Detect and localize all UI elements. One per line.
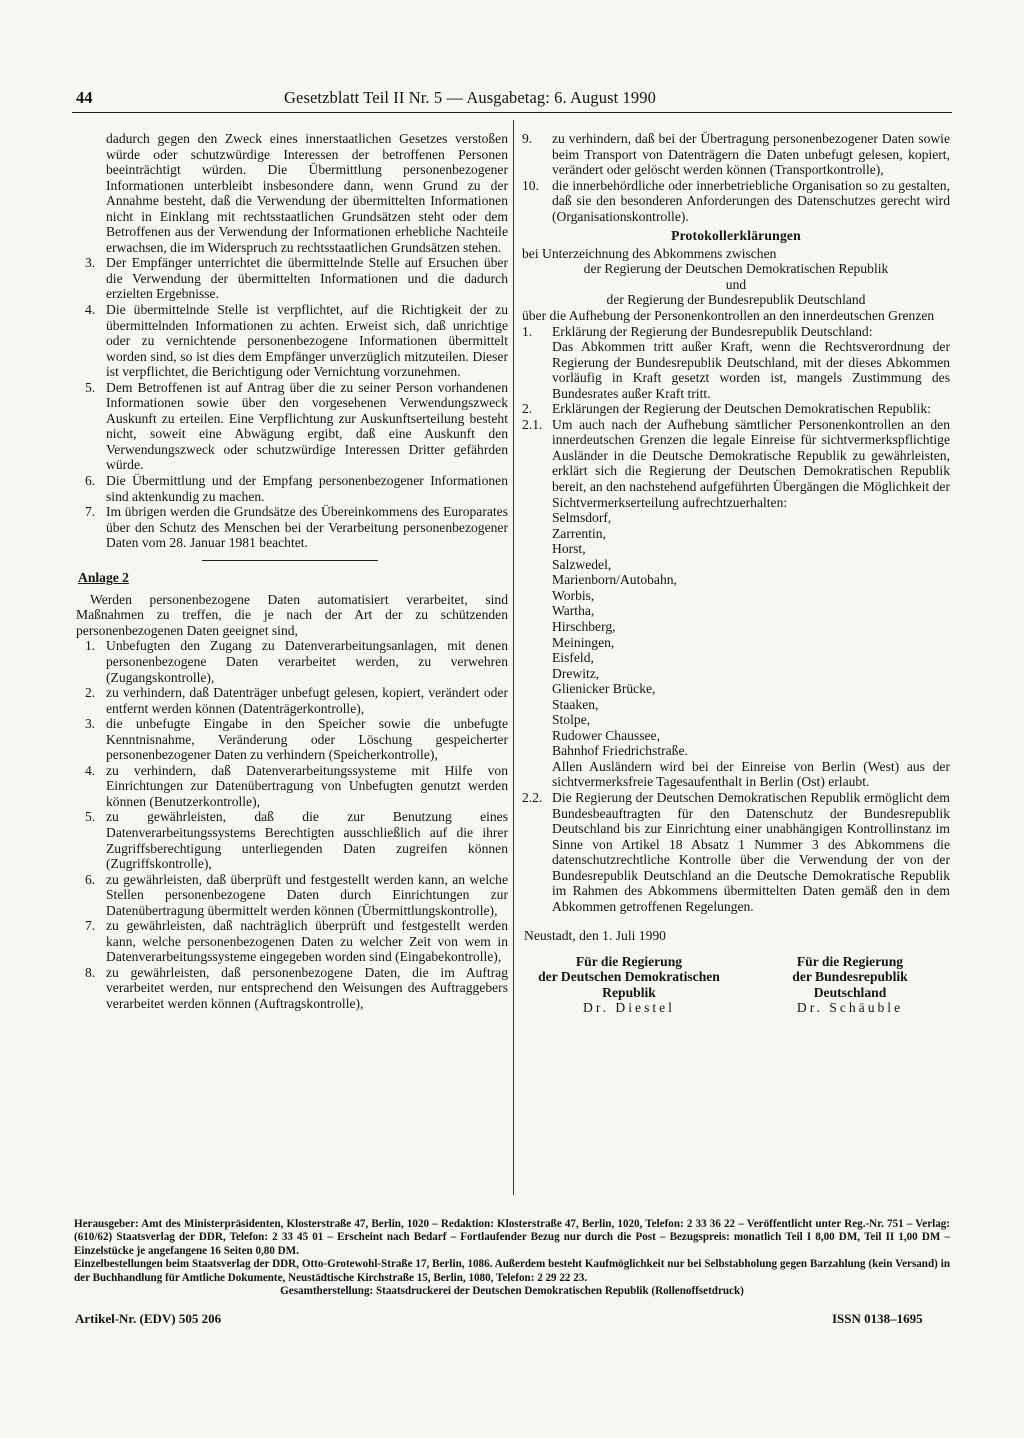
imprint-printer: Gesamtherstellung: Staatsdruckerei der Deutschen Demokratischen Republik (Rollenoffsetdruck) (280, 1285, 744, 1298)
list-item: 5. zu gewährleisten, daß die zur Benutzung eines Datenverarbeitungssystems Berechtigten ausschließlich auf die ihrer Zugriffsberechtigung unterliegenden Daten zugreifen können (Zugriffskontrolle), (85, 809, 508, 872)
list-item: Glienicker Brücke, (552, 681, 656, 697)
list-item: Salzwedel, (552, 556, 612, 572)
list-item: 6. Die Übermittlung und der Empfang personenbezogener Informationen sind aktenkundig zu machen. (85, 473, 508, 504)
declaration-frg-text: Das Abkommen tritt außer Kraft, wenn die Rechtsverordnung der Regierung der Bundesrepublik Deutschland, mit der dieses Abkommen vorläufig in Kraft gesetzt worden ist, mangels Zustimmung des Bundesrates außer Kraft tritt. (552, 339, 950, 401)
list-item: 4. zu verhindern, daß Datenverarbeitungssysteme mit Hilfe von Einrichtungen zur Datenübertragung von Unbefugten genutzt werden können (Benutzerkontrolle), (85, 762, 508, 809)
signature-block (522, 954, 950, 1018)
agreement-subject: über die Aufhebung der Personenkontrollen an den innerdeutschen Grenzen (522, 308, 935, 324)
border-crossings-list (552, 510, 950, 759)
article-number: Artikel-Nr. (EDV) 505 206 (75, 1311, 222, 1326)
list-item: Zarrentin, (552, 525, 606, 541)
list-item: Bahnhof Friedrichstraße. (552, 743, 688, 759)
declaration-frg: 1. Erklärung der Regierung der Bundesrepublik Deutschland: Das Abkommen tritt außer Kraft, wenn die Rechtsverordnung der Regierung der Bundesrepublik Deutschland, mit der dieses Abkommen vorläufig in Kraft gesetzt worden ist, mangels Zustimmung des Bundesrates außer Kraft tritt. (522, 323, 950, 401)
party-frg: der Regierung der Bundesrepublik Deutschland (606, 292, 866, 308)
gazette-title: Gesetzblatt Teil II Nr. 5 — Ausgabetag: 6. August 1990 (284, 88, 656, 107)
protokoll-heading: Protokollerklärungen (671, 228, 801, 244)
declaration-2-1-after: Allen Ausländern wird bei der Einreise von Berlin (West) aus der sichtvermerksfreie Tagesaufenthalt in Berlin (Ost) erlaubt. (552, 758, 950, 790)
list-item: Drewitz, (552, 665, 600, 681)
list-item: Marienborn/Autobahn, (552, 572, 677, 588)
list-item: 9. zu verhindern, daß bei der Übertragung personenbezogener Daten sowie beim Transport von Datenträgern die Daten unbefugt gelesen, kopiert, verändert oder gelöscht werden können (Transportkontrolle), (522, 131, 950, 178)
right-column (522, 131, 950, 1018)
anlage-intro: Werden personenbezogene Daten automatisiert verarbeitet, sind Maßnahmen zu treffen, die je nach der Art der zu schützenden personenbezogenen Daten geeignet sind, (76, 591, 508, 638)
continuation-paragraph: dadurch gegen den Zweck eines innerstaatlichen Gesetzes verstoßen würde oder schutzwürdige Interessen der betroffenen Personen beeinträchtigt würden. Die Übermittlung personenbezogener Informationen unterbleibt insbesondere dann, wenn Grund zu der Annahme besteht, daß die Verwendung der übermittelten Informationen nicht in Einklang mit rechtsstaatlichen Grundsätzen steht oder dem Betroffenen aus der Verwendung der Informationen erhebliche Nachteile erwachsen, die im Widerspruch zu rechtsstaatlichen Grundsätzen stehen. (106, 131, 508, 255)
list-item: 7. zu gewährleisten, daß nachträglich überprüft und festgestellt werden kann, welche personenbezogenen Daten zu welcher Zeit von wem in Datenverarbeitungssysteme eingegeben worden sind (Eingabekontrolle), (85, 918, 508, 965)
declaration-2-1: 2.1. Um auch nach der Aufhebung sämtlicher Personenkontrollen an den innerdeutschen Grenzen die legale Einreise für sichtvermerkspflichtige Ausländer in die Deutsche Demokratische Republik zu gewährleisten, erklärt sich die Regierung der Deutschen Demokratischen Republik bereit, an den nachstehend aufgeführten Übergängen die Möglichkeit der Sichtvermerkserteilung aufrechtzuerhalten: Selmsdorf, Zarrentin, Horst, Salzwedel, Marienborn/Autobahn, Worbis, Wartha, Hirschberg, Meiningen, Eisfeld, Drewitz, Glienicker Brücke, Staaken, Stolpe, Rudower Chaussee, Bahnhof Friedrichstraße. Allen Ausländern wird bei der Einreise von Berlin (West) aus der sichtvermerksfreie Tagesaufenthalt in Berlin (Ost) erlaubt. (522, 416, 950, 790)
list-item: 1. Unbefugten den Zugang zu Datenverarbeitungsanlagen, mit denen personenbezogene Daten verarbeitet werden, zu verwehren (Zugangskontrolle), (85, 638, 508, 685)
declaration-gdr: 2. Erklärungen der Regierung der Deutschen Demokratischen Republik: (522, 401, 931, 417)
signature-frg: Für die Regierung der Bundesrepublik Deutschland Dr. Schäuble (758, 954, 942, 1016)
list-item: 10. die innerbehördliche oder innerbetriebliche Organisation so zu gestalten, daß sie den besonderen Anforderungen des Datenschutzes gerecht wird (Organisationskontrolle). (522, 177, 950, 224)
signatory-name: Dr. Diestel (583, 1000, 675, 1016)
list-item: 7. Im übrigen werden die Grundsätze des Übereinkommens des Europarates über den Schutz des Menschen bei der Verarbeitung personenbezogener Daten vom 28. Januar 1981 beachtet. (85, 504, 508, 551)
signature-date: Neustadt, den 1. Juli 1990 (524, 928, 666, 944)
protokoll-intro: bei Unterzeichnung des Abkommens zwischen (522, 245, 777, 261)
imprint (74, 1218, 950, 1298)
left-column (76, 131, 508, 1012)
list-item: 6. zu gewährleisten, daß überprüft und festgestellt werden kann, an welche Stellen personenbezogene Daten durch Einrichtungen zur Datenübertragung übermittelt werden können (Übermittlungskontrolle), (85, 871, 508, 918)
party-and: und (725, 276, 747, 292)
list-item: Worbis, (552, 587, 595, 603)
list-item: Selmsdorf, (552, 510, 612, 526)
declaration-2-2-text: Die Regierung der Deutschen Demokratischen Republik ermöglicht dem Bundesbeauftragten für den Datenschutz der Bundesrepublik Deutschland bis zur Einrichtung einer unabhängigen Kontrollinstanz im Sinne von Artikel 18 Absatz 1 Nummer 3 des Abkommens die datenschutzrechtliche Kontrolle über die Verwendung der von der Bundesrepublik Deutschland an die Deutsche Demokratische Republik im Rahmen des Abkommens übermittelten Daten gemäß den in dem Abkommen getroffenen Regelungen. (552, 789, 950, 914)
signature-gdr: Für die Regierung der Deutschen Demokratischen Republik Dr. Diestel (522, 954, 736, 1016)
section-rule (202, 560, 378, 562)
imprint-orders: Einzelbestellungen beim Staatsverlag der DDR, Otto-Grotewohl-Straße 17, Berlin, 1086. Außerdem besteht Kaufmöglichkeit nur bei Selbstabholung gegen Barzahlung (kein Versand) in der Buchhandlung für Amtliche Dokumente, Neustädtische Kirchstraße 15, Berlin, 1080, Telefon: 2 29 22 23. (74, 1258, 950, 1284)
list-item: Hirschberg, (552, 618, 616, 634)
imprint-publisher: Herausgeber: Amt des Ministerpräsidenten, Klosterstraße 47, Berlin, 1020 – Redaktion: Klosterstraße 47, Berlin, 1020, Telefon: 2 33 36 22 – Veröffentlicht unter Reg.-Nr. 751 – Verlag: (610/62) Staatsverlag der DDR, Telefon: 2 33 45 01 – Erscheint nach Bedarf – Fortlaufender Bezug nur durch die Post – Bezugspreis: monatlich Teil I 8,00 DM, Teil II 1,00 DM – Einzelstücke je angefangene 16 Seiten 0,80 DM. (74, 1218, 950, 1257)
page-number: 44 (76, 88, 93, 107)
list-item: 4. Die übermittelnde Stelle ist verpflichtet, auf die Richtigkeit der zu übermittelnden Informationen zu achten. Erweist sich, daß unrichtige oder zu vernichtende personenbezogene Informationen übermittelt worden sind, so ist dies dem Empfänger unverzüglich mitzuteilen. Dieser ist verpflichtet, die Berichtigung oder Vernichtung vorzunehmen. (85, 302, 508, 380)
list-item: Horst, (552, 541, 586, 557)
list-item: Meiningen, (552, 634, 615, 650)
list-item: Staaken, (552, 696, 599, 712)
list-item: 3. die unbefugte Eingabe in den Speicher sowie die unbefugte Kenntnisnahme, Veränderung oder Löschung gespeicherter personenbezogener Daten zu verhindern (Speicherkontrolle), (85, 716, 508, 763)
list-item: 5. Dem Betroffenen ist auf Antrag über die zu seiner Person vorhandenen Informationen sowie über den vorgesehenen Verwendungszweck Auskunft zu erteilen. Eine Verpflichtung zur Auskunftserteilung besteht nicht, soweit eine Abwägung ergibt, daß eine Auskunft den Verwendungszweck oder schutzwürdige Interessen Dritter gefährden würde. (85, 379, 508, 473)
list-item: 8. zu gewährleisten, daß personenbezogene Daten, die im Auftrag verarbeitet werden, nur entsprechend den Weisungen des Auftraggebers verarbeitet werden können (Auftragskontrolle), (85, 964, 508, 1012)
declaration-gdr-title: Erklärungen der Regierung der Deutschen Demokratischen Republik: (552, 401, 931, 417)
list-item: 3. Der Empfänger unterrichtet die übermittelnde Stelle auf Ersuchen über die Verwendung der übermittelten Informationen und die dadurch erzielten Ergebnisse. (85, 255, 508, 302)
declaration-frg-title: Erklärung der Regierung der Bundesrepublik Deutschland: (552, 323, 873, 339)
signatory-name: Dr. Schäuble (796, 1000, 904, 1016)
declaration-2-2: 2.2. Die Regierung der Deutschen Demokratischen Republik ermöglicht dem Bundesbeauftragten für den Datenschutz der Bundesrepublik Deutschland bis zur Einrichtung einer unabhängigen Kontrollinstanz im Sinne von Artikel 18 Absatz 1 Nummer 3 des Abkommens die datenschutzrechtliche Kontrolle über die Verwendung der von der Bundesrepublik Deutschland an die Deutsche Demokratische Republik im Rahmen des Abkommens übermittelten Daten gemäß den in dem Abkommen getroffenen Regelungen. (522, 789, 950, 914)
declaration-2-1-text: Um auch nach der Aufhebung sämtlicher Personenkontrollen an den innerdeutschen Grenzen die legale Einreise für sichtvermerkspflichtige Ausländer in die Deutsche Demokratische Republik zu gewährleisten, erklärt sich die Regierung der Deutschen Demokratischen Republik bereit, an den nachstehend aufgeführten Übergängen die Möglichkeit der Sichtvermerkserteilung aufrechtzuerhalten: (552, 416, 950, 510)
list-item: Wartha, (552, 603, 595, 619)
page-header (72, 86, 952, 113)
column-divider (513, 120, 514, 1195)
party-gdr: der Regierung der Deutschen Demokratischen Republik (583, 261, 889, 277)
list-item: Stolpe, (552, 712, 591, 728)
anlage-heading: Anlage 2 (78, 570, 129, 586)
list-item: Rudower Chaussee, (552, 727, 660, 743)
list-item: Eisfeld, (552, 650, 594, 666)
list-item: 2. zu verhindern, daß Datenträger unbefugt gelesen, kopiert, verändert oder entfernt werden können (Datenträgerkontrolle), (85, 685, 508, 716)
issn: ISSN 0138–1695 (832, 1311, 923, 1326)
